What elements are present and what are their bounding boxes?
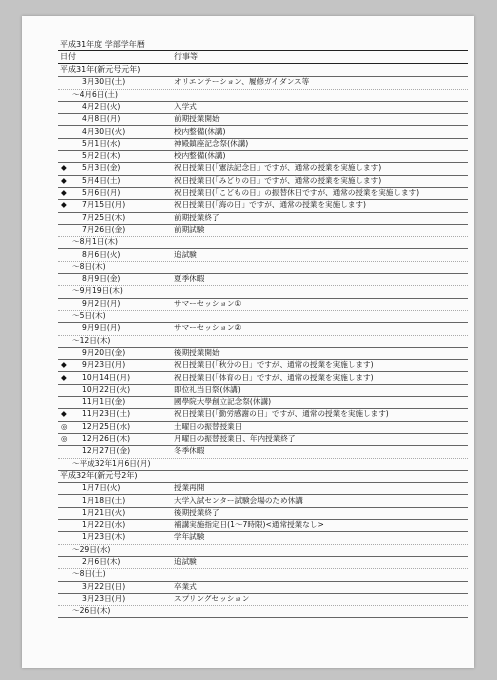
date-cell: 1月23日(木) [82, 532, 126, 542]
date-cell: 〜平成32年1月6日(月) [72, 458, 151, 468]
table-row [58, 482, 468, 495]
event-cell: サマーセッション② [174, 323, 242, 333]
table-row [58, 298, 468, 311]
date-cell: 〜29日(水) [72, 544, 111, 554]
document-title: 平成31年度 学部学年暦 [60, 40, 145, 49]
section-row [58, 470, 468, 483]
event-cell: 冬季休暇 [174, 446, 205, 456]
event-cell: 即位礼当日祭(休講) [174, 384, 241, 394]
date-cell: 12月25日(水) [82, 421, 131, 431]
table-row [58, 544, 468, 557]
date-cell: 8月9日(金) [82, 274, 121, 284]
event-cell: 祝日授業日(「こどもの日」の振替休日ですが、通常の授業を実施します) [174, 188, 420, 197]
table-row [58, 581, 468, 594]
date-cell: 11月23日(土) [82, 409, 131, 419]
date-cell: 5月4日(土) [82, 175, 121, 185]
date-cell: 9月2日(月) [82, 298, 121, 308]
event-cell: 前期授業終了 [174, 212, 220, 222]
table-row [58, 261, 468, 274]
event-cell: 祝日授業日(「体育の日」ですが、通常の授業を実施します) [174, 372, 374, 382]
date-cell: 1月22日(水) [82, 520, 126, 530]
diamond-mark-icon: ◆ [61, 188, 67, 197]
event-cell: 卒業式 [174, 581, 197, 591]
date-cell: 10月22日(火) [82, 384, 131, 394]
date-cell: 7月25日(木) [82, 212, 126, 222]
event-cell: 授業再開 [174, 483, 205, 493]
table-row [58, 445, 468, 458]
date-cell: 〜4月6日(土) [72, 89, 118, 99]
date-cell: 〜8日(土) [72, 569, 106, 579]
event-cell: 祝日授業日(「海の日」ですが、通常の授業を実施します) [174, 200, 366, 210]
document-page [22, 16, 474, 668]
event-cell: 大学入試センター試験会場のため休講 [174, 495, 303, 505]
event-cell: 補講実施指定日(1〜7時限)<通常授業なし> [174, 520, 324, 530]
date-cell: 10月14日(月) [82, 372, 131, 382]
table-row [58, 212, 468, 225]
date-cell: 9月9日(月) [82, 323, 121, 333]
section-title: 平成32年(新元号2年) [60, 470, 138, 480]
event-cell: 追試験 [174, 249, 197, 259]
table-row [58, 556, 468, 569]
date-cell: 8月6日(火) [82, 249, 121, 259]
date-cell: 〜12日(木) [72, 335, 111, 345]
double-circle-mark-icon: ◎ [61, 421, 68, 431]
table-row [58, 187, 468, 200]
date-cell: 12月27日(金) [82, 446, 131, 456]
diamond-mark-icon: ◆ [61, 175, 67, 185]
event-cell: 月曜日の振替授業日、年内授業終了 [174, 434, 296, 443]
table-row [58, 224, 468, 237]
event-cell: 神殿鎮座記念祭(休講) [174, 138, 249, 148]
event-cell: 入学式 [174, 101, 197, 111]
date-cell: 12月26日(木) [82, 434, 131, 443]
table-row [58, 236, 468, 249]
table-header [58, 50, 468, 64]
table-row [58, 113, 468, 126]
table-row [58, 126, 468, 139]
event-cell: 前期試験 [174, 224, 205, 234]
event-cell: 校内整備(休講) [174, 126, 226, 136]
date-column-header: 日付 [60, 52, 76, 61]
table-row [58, 433, 468, 446]
event-cell: 前期授業開始 [174, 114, 220, 124]
date-cell: 5月2日(木) [82, 151, 121, 161]
diamond-mark-icon: ◆ [61, 372, 67, 382]
table-row [58, 249, 468, 262]
table-row [58, 507, 468, 520]
table-row [58, 384, 468, 397]
table-row [58, 347, 468, 360]
table-row [58, 101, 468, 114]
event-cell: 土曜日の振替授業日 [174, 421, 243, 431]
date-cell: 〜9月19日(木) [72, 286, 123, 296]
event-cell: 國學院大學創立記念祭(休講) [174, 397, 272, 407]
date-cell: 1月21日(火) [82, 507, 126, 517]
event-cell: 祝日授業日(「秋分の日」ですが、通常の授業を実施します) [174, 360, 374, 370]
event-cell: 祝日授業日(「みどりの日」ですが、通常の授業を実施します) [174, 175, 382, 185]
table-row [58, 76, 468, 89]
table-row [58, 150, 468, 163]
date-cell: 5月3日(金) [82, 163, 121, 173]
table-row [58, 372, 468, 385]
date-cell: 3月22日(日) [82, 581, 126, 591]
table-row [58, 568, 468, 581]
diamond-mark-icon: ◆ [61, 163, 67, 173]
event-cell: 学年試験 [174, 532, 205, 542]
diamond-mark-icon: ◆ [61, 409, 67, 419]
table-row [58, 519, 468, 532]
section-row [58, 64, 468, 77]
table-row [58, 273, 468, 286]
table-row [58, 593, 468, 606]
date-cell: 9月20日(金) [82, 347, 126, 357]
date-cell: 5月6日(月) [82, 188, 121, 197]
date-cell: 〜26日(木) [72, 606, 111, 616]
date-cell: 4月2日(火) [82, 101, 121, 111]
table-row [58, 421, 468, 434]
diamond-mark-icon: ◆ [61, 360, 67, 370]
table-row [58, 89, 468, 102]
date-cell: 1月7日(火) [82, 483, 121, 493]
date-cell: 4月8日(月) [82, 114, 121, 124]
event-cell: 追試験 [174, 557, 197, 566]
date-cell: 3月23日(月) [82, 593, 126, 603]
date-cell: 7月26日(金) [82, 224, 126, 234]
table-row [58, 175, 468, 188]
table-row [58, 138, 468, 151]
table-row [58, 162, 468, 175]
section-title: 平成31年(新元号元年) [60, 65, 141, 74]
date-cell: 5月1日(水) [82, 138, 121, 148]
table-row [58, 605, 468, 618]
date-cell: 2月6日(木) [82, 557, 121, 566]
table-row [58, 396, 468, 409]
date-cell: 〜8日(木) [72, 261, 106, 271]
diamond-mark-icon: ◆ [61, 200, 67, 210]
event-column-header: 行事等 [174, 52, 198, 61]
event-cell: 祝日授業日(「勤労感謝の日」ですが、通常の授業を実施します) [174, 409, 389, 419]
date-cell: 1月18日(土) [82, 495, 126, 505]
table-row [58, 199, 468, 212]
table-row [58, 495, 468, 508]
date-cell: 7月15日(月) [82, 200, 126, 210]
table-row [58, 285, 468, 298]
date-cell: 4月30日(火) [82, 126, 126, 136]
event-cell: スプリングセッション [174, 593, 250, 603]
table-row [58, 408, 468, 421]
table-row [58, 359, 468, 372]
event-cell: 校内整備(休講) [174, 151, 226, 161]
event-cell: 後期授業開始 [174, 347, 220, 357]
event-cell: 祝日授業日(「憲法記念日」ですが、通常の授業を実施します) [174, 163, 382, 173]
table-row [58, 531, 468, 544]
event-cell: オリエンテーション、履修ガイダンス等 [174, 77, 310, 87]
table-row [58, 322, 468, 335]
date-cell: 〜5日(木) [72, 311, 106, 320]
event-cell: 後期授業終了 [174, 507, 220, 517]
date-cell: 3月30日(土) [82, 77, 126, 87]
table-row [58, 310, 468, 323]
table-row [58, 458, 468, 471]
event-cell: サマーセッション① [174, 298, 242, 308]
date-cell: 〜8月1日(木) [72, 237, 118, 247]
double-circle-mark-icon: ◎ [61, 434, 68, 443]
date-cell: 11月1日(金) [82, 397, 126, 407]
date-cell: 9月23日(月) [82, 360, 126, 370]
event-cell: 夏季休暇 [174, 274, 205, 284]
table-row [58, 335, 468, 348]
